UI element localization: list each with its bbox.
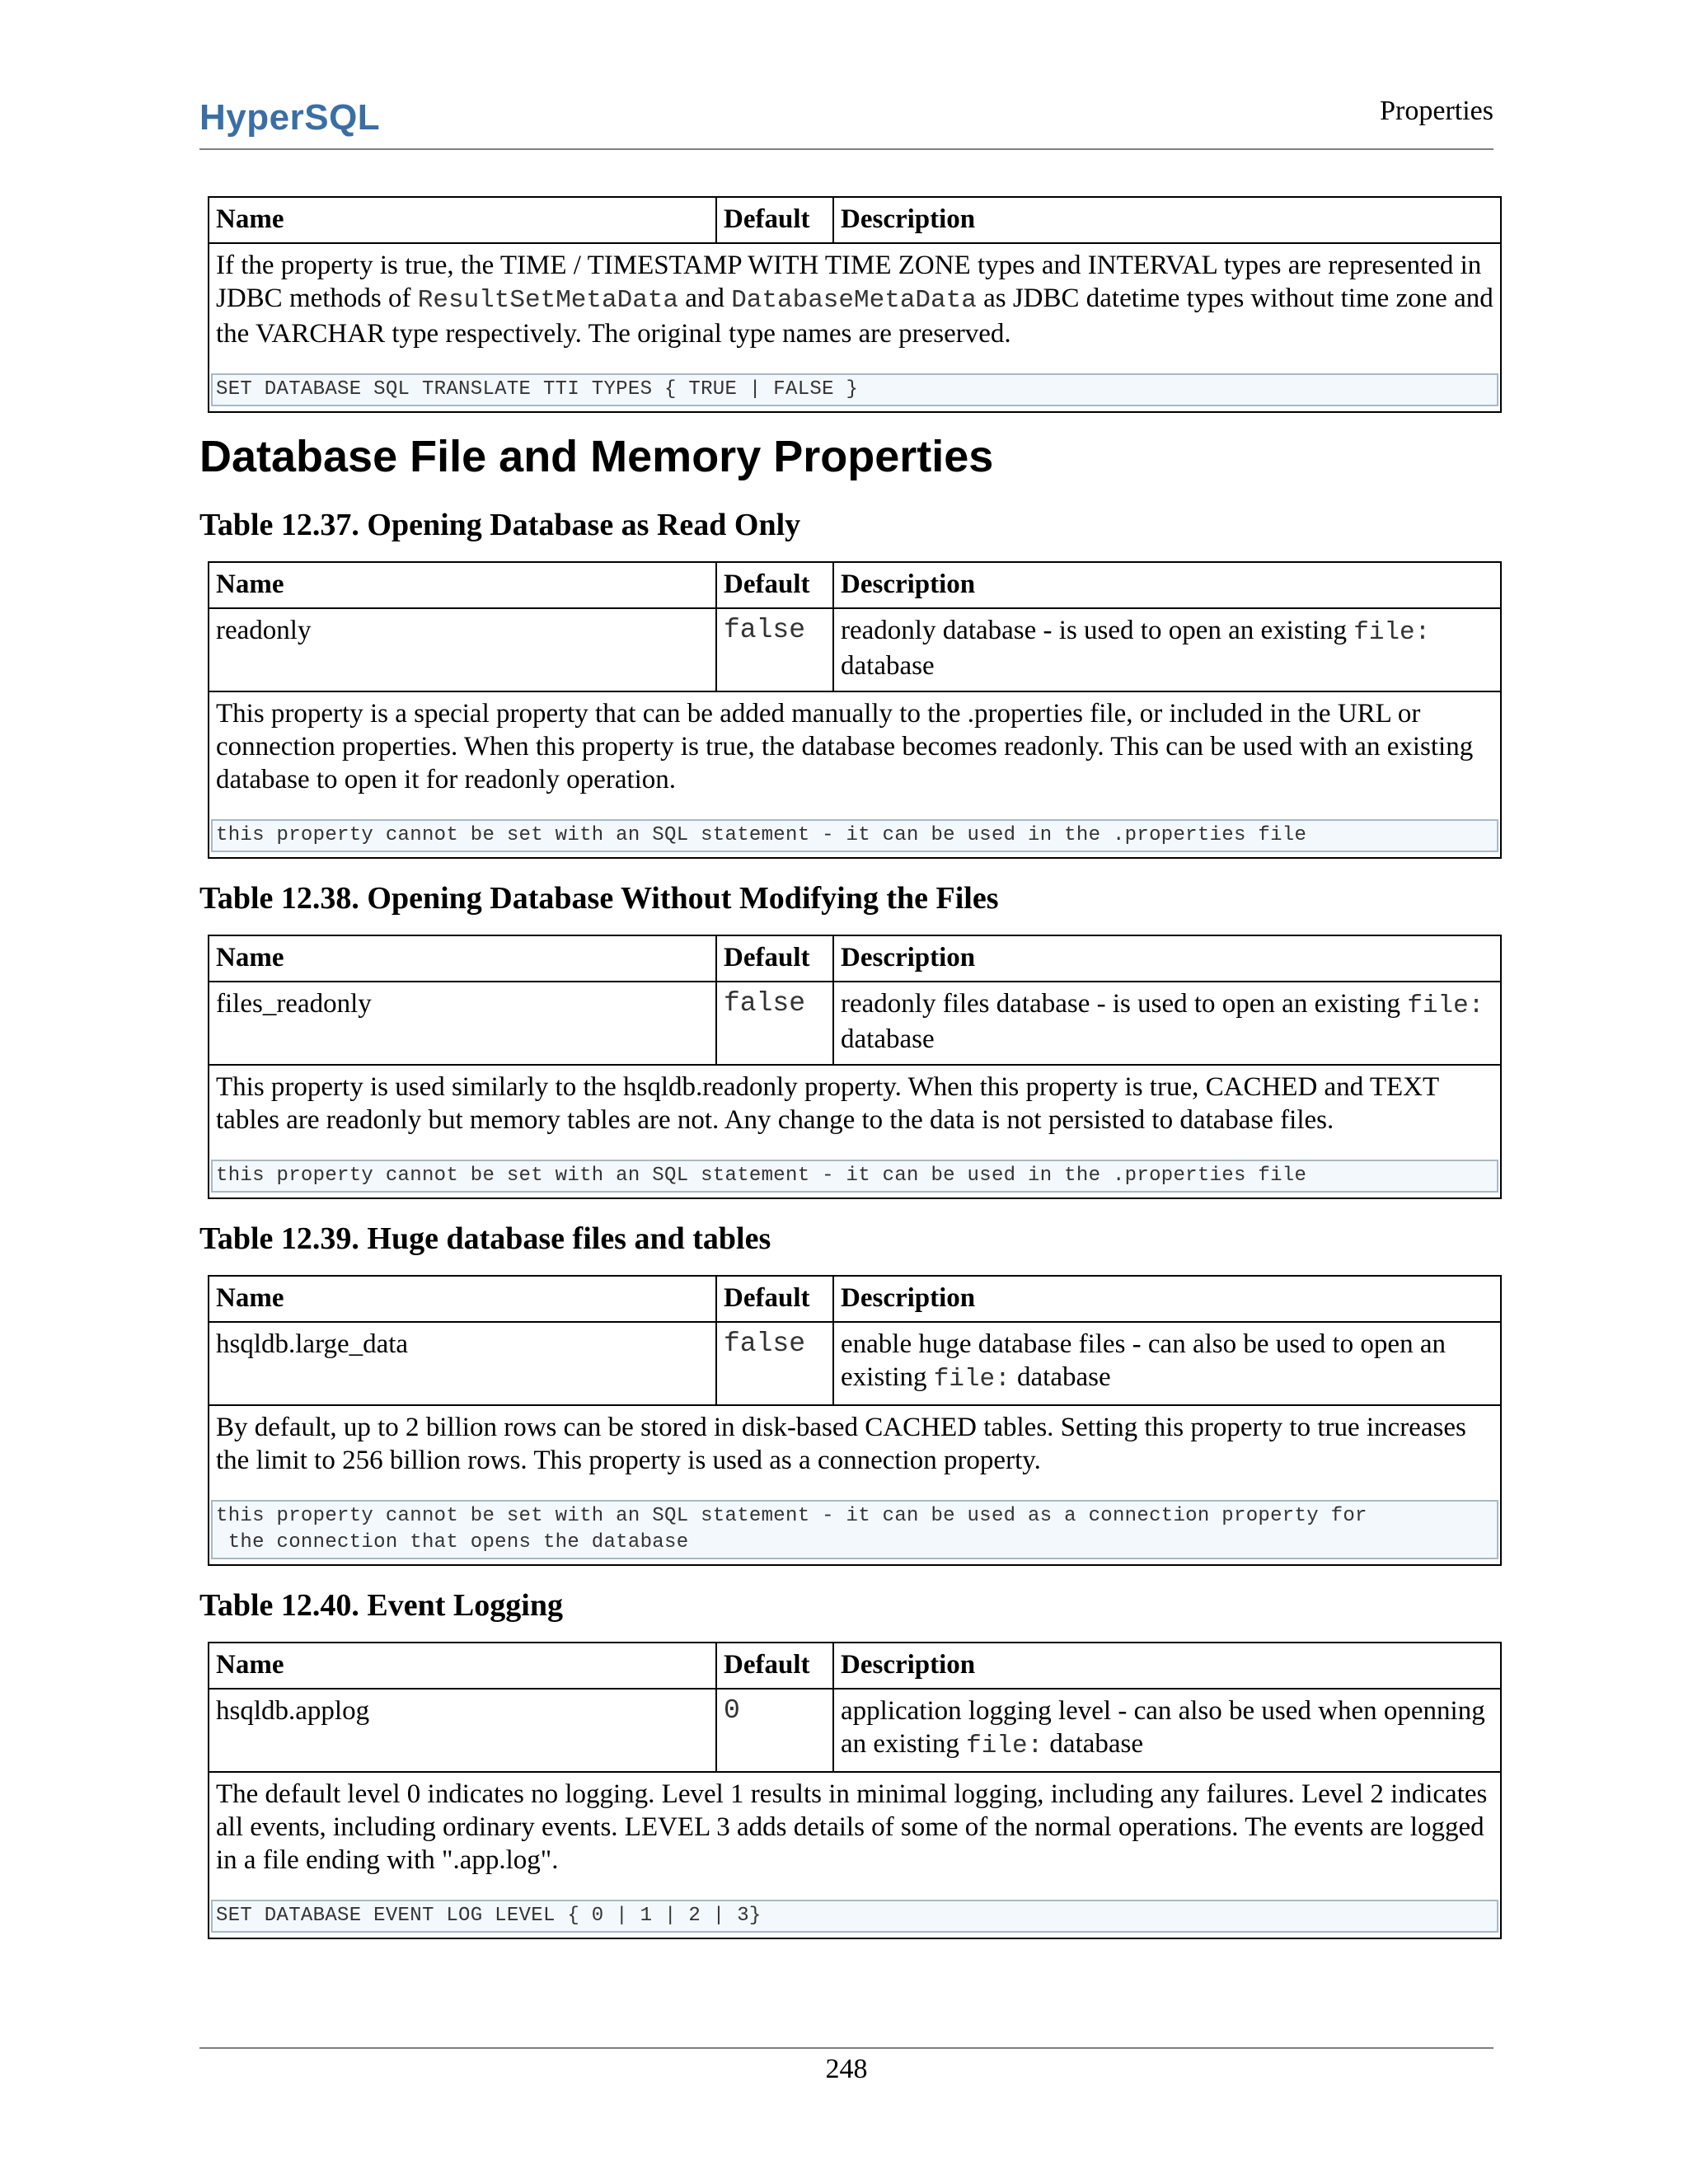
col-header-name: Name [209, 197, 716, 243]
sql-statement: this property cannot be set with an SQL statement - it can be used as a connection property for the connection that opens the database [211, 1500, 1498, 1559]
col-header-default: Default [716, 1276, 833, 1322]
table-title: Table 12.37. Opening Database as Read Only [199, 508, 801, 542]
property-block [199, 1587, 1503, 1939]
table-row [209, 608, 1501, 691]
hypersql-logo [199, 97, 380, 138]
sql-statement: SET DATABASE EVENT LOG LEVEL { 0 | 1 | 2 | 3} [211, 1900, 1498, 1933]
sql-statement: this property cannot be set with an SQL statement - it can be used in the .properties file [211, 1160, 1498, 1193]
table-row [209, 1689, 1501, 1772]
table-header-row [209, 1643, 1501, 1689]
inline-code: file: [1407, 991, 1484, 1020]
logo-text: HyperSQL [199, 97, 381, 138]
inline-code: DatabaseMetaData [731, 286, 977, 315]
inline-code: file: [966, 1732, 1043, 1760]
table-note-row [209, 1772, 1501, 1938]
page-number: 248 [825, 2054, 868, 2084]
note-cell [209, 1772, 1501, 1938]
sql-statement: this property cannot be set with an SQL statement - it can be used in the .properties file [211, 819, 1498, 852]
note-cell [209, 1065, 1501, 1198]
property-description [833, 1689, 1501, 1772]
property-block [199, 1221, 1503, 1566]
property-block [199, 507, 1503, 859]
property-table [208, 1275, 1502, 1566]
property-name: files_readonly [209, 982, 716, 1065]
note-cell [209, 691, 1501, 858]
property-description [833, 1322, 1501, 1405]
property-default: 0 [716, 1689, 833, 1772]
table-note-row [209, 1405, 1501, 1565]
table-header-row [209, 1276, 1501, 1322]
col-header-description: Description [833, 197, 1501, 243]
property-name: hsqldb.large_data [209, 1322, 716, 1405]
col-header-name: Name [209, 562, 716, 608]
col-header-default: Default [716, 935, 833, 982]
property-block [199, 880, 1503, 1199]
property-description [833, 608, 1501, 691]
col-header-description: Description [833, 562, 1501, 608]
note-cell [209, 243, 1501, 412]
note-text: as JDBC datetime types without time zone and the VARCHAR type respectively. The original type names are preserved. [216, 284, 1493, 349]
property-name: hsqldb.applog [209, 1689, 716, 1772]
description-text: database [1010, 1362, 1111, 1392]
table-row [209, 1322, 1501, 1405]
description-text: database [841, 651, 935, 681]
sql-statement: SET DATABASE SQL TRANSLATE TTI TYPES { TRUE | FALSE } [211, 373, 1498, 406]
page-header [199, 82, 1493, 150]
table-header-row [209, 197, 1501, 243]
col-header-description: Description [833, 1276, 1501, 1322]
col-header-name: Name [209, 1643, 716, 1689]
note-text: and [678, 284, 732, 313]
table-title: Table 12.39. Huge database files and tables [199, 1221, 771, 1256]
description-text: database [1043, 1729, 1144, 1759]
property-table [208, 935, 1502, 1199]
property-table [208, 561, 1502, 859]
note-cell [209, 1405, 1501, 1565]
property-table [208, 1642, 1502, 1939]
table-header-row [209, 935, 1501, 982]
col-header-description: Description [833, 935, 1501, 982]
property-default: false [716, 608, 833, 691]
col-header-default: Default [716, 197, 833, 243]
col-header-name: Name [209, 935, 716, 982]
col-header-name: Name [209, 1276, 716, 1322]
table-title: Table 12.38. Opening Database Without Modifying the Files [199, 881, 999, 916]
note-text: By default, up to 2 billion rows can be stored in disk-based CACHED tables. Setting this property to true increases the limit to 256 billion rows. This property is used as a connection property. [216, 1413, 1466, 1475]
table-note-row [209, 691, 1501, 858]
property-default: false [716, 982, 833, 1065]
page-content [199, 196, 1503, 1939]
table-header-row [209, 562, 1501, 608]
property-name: readonly [209, 608, 716, 691]
description-text: readonly files database - is used to open an existing [841, 989, 1408, 1019]
col-header-default: Default [716, 1643, 833, 1689]
page-footer [199, 2047, 1493, 2085]
note-text: This property is a special property that can be added manually to the .properties file, or included in the URL or connection properties. When this property is true, the database becomes readonly. This can be used with an existing database to open it for readonly operation. [216, 699, 1474, 794]
table-title: Table 12.40. Event Logging [199, 1588, 563, 1623]
table-row [209, 982, 1501, 1065]
section-heading: Database File and Memory Properties [199, 432, 994, 481]
description-text: application logging level - can also be used when openning an existing [841, 1696, 1485, 1759]
note-text: The default level 0 indicates no logging. Level 1 results in minimal logging, including any failures. Level 2 indicates all events, including ordinary events. LEVEL 3 adds details of some of the normal operations. The events are logged in a file ending with ".app.log". [216, 1779, 1488, 1875]
note-text: If the property is true, the TIME / TIMESTAMP WITH TIME ZONE types and INTERVAL types are represented in JDBC methods of [216, 251, 1482, 313]
inline-code: ResultSetMetaData [417, 286, 679, 315]
table-note-row [209, 243, 1501, 412]
inline-code: file: [933, 1365, 1010, 1394]
col-header-default: Default [716, 562, 833, 608]
property-default: false [716, 1322, 833, 1405]
table-note-row [209, 1065, 1501, 1198]
property-table-tti-types [208, 196, 1502, 413]
property-description [833, 982, 1501, 1065]
description-text: readonly database - is used to open an existing [841, 616, 1354, 645]
col-header-description: Description [833, 1643, 1501, 1689]
note-text: This property is used similarly to the hsqldb.readonly property. When this property is true, CACHED and TEXT tables are readonly but memory tables are not. Any change to the data is not persisted to database files. [216, 1072, 1439, 1135]
tables-container [199, 507, 1503, 1939]
description-text: enable huge database files - can also be used to open an existing [841, 1329, 1446, 1392]
description-text: database [841, 1024, 935, 1054]
inline-code: file: [1353, 618, 1431, 647]
running-section-title: Properties [1380, 96, 1493, 126]
